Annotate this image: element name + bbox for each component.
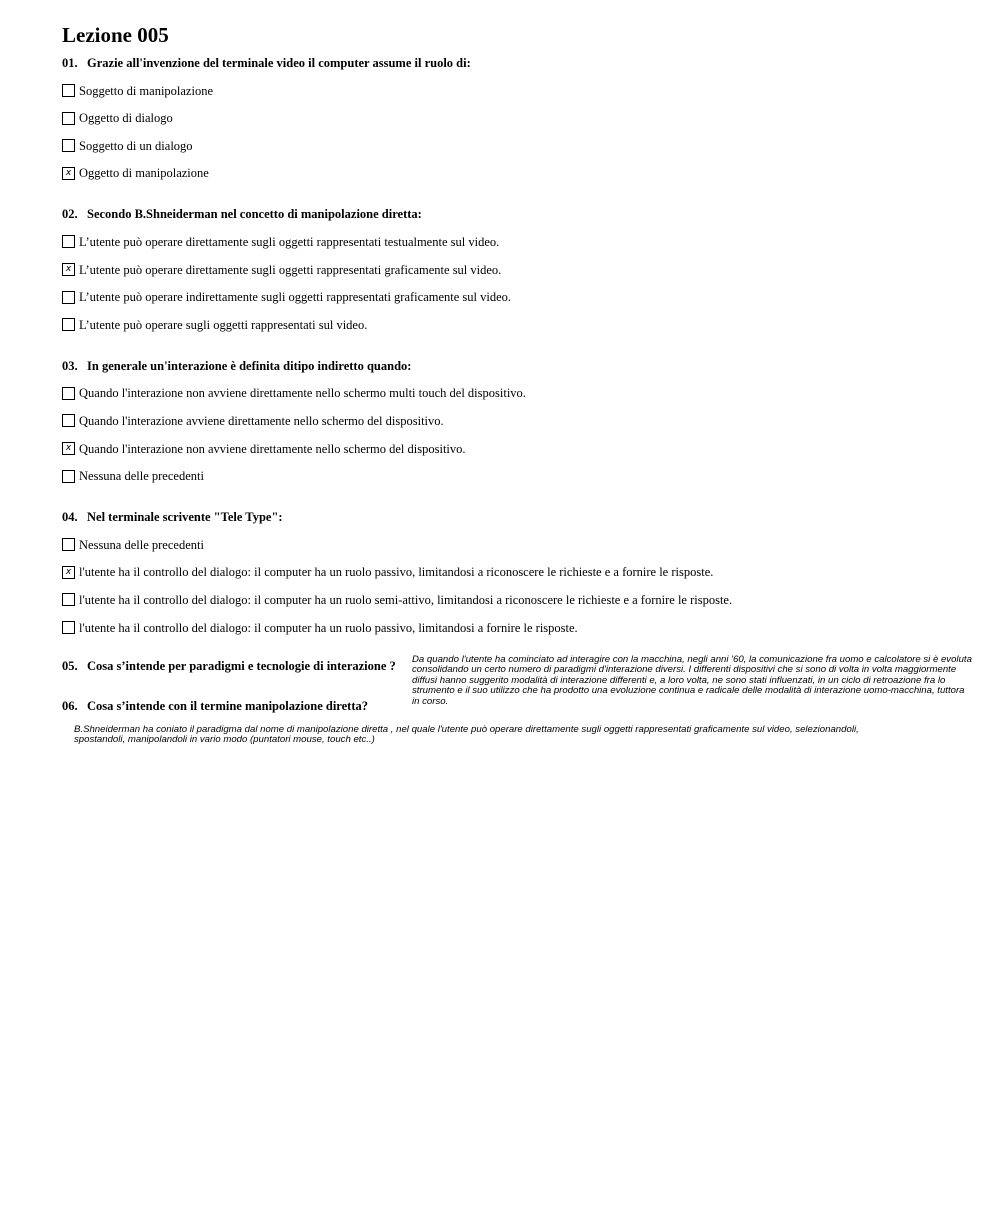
answer-option bbox=[62, 537, 972, 553]
option-label: l'utente ha il controllo del dialogo: il computer ha un ruolo passivo, limitandosi a fornire le risposte. bbox=[79, 620, 578, 635]
option-label: Soggetto di manipolazione bbox=[79, 83, 214, 98]
question-text: Cosa s’intende per paradigmi e tecnologie di interazione ? bbox=[87, 658, 396, 673]
answer-option bbox=[62, 564, 972, 580]
option-label: L’utente può operare direttamente sugli oggetti rappresentati graficamente sul video. bbox=[79, 262, 502, 277]
option-label: Quando l'interazione non avviene direttamente nello schermo multi touch del dispositivo. bbox=[79, 386, 526, 401]
option-label: l'utente ha il controllo del dialogo: il computer ha un ruolo passivo, limitandosi a riconoscere le richieste e a fornire le risposte. bbox=[79, 565, 714, 580]
option-label: l'utente ha il controllo del dialogo: il computer ha un ruolo semi-attivo, limitandosi a riconoscere le richieste e a fornire le risposte. bbox=[79, 592, 733, 607]
answer-checkbox[interactable] bbox=[62, 318, 75, 331]
answer-option bbox=[62, 468, 972, 484]
question-01 bbox=[62, 55, 972, 181]
question-06-title bbox=[62, 698, 368, 714]
question-number: 04. bbox=[62, 510, 78, 525]
answer-checkbox[interactable] bbox=[62, 593, 75, 606]
answer-checkbox[interactable]: x bbox=[62, 442, 75, 455]
answer-option bbox=[62, 413, 972, 429]
question-title bbox=[62, 509, 972, 525]
option-label: L’utente può operare sugli oggetti rappresentati sul video. bbox=[79, 317, 368, 332]
answer-checkbox[interactable]: x bbox=[62, 167, 75, 180]
question-number: 06. bbox=[62, 698, 78, 713]
document-page bbox=[62, 22, 972, 758]
question-03 bbox=[62, 358, 972, 484]
question-title bbox=[62, 55, 972, 71]
answer-checkbox[interactable] bbox=[62, 235, 75, 248]
answer-06-text: B.Shneiderman ha coniato il paradigma dal nome di manipolazione diretta , nel quale l'utente può operare direttamente sugli oggetti rappresentati graficamente sul video, selezionandoli, spostandoli, manipolandoli in vario modo (puntatori mouse, touch etc..) bbox=[74, 723, 859, 746]
lesson-title: Lezione 005 bbox=[62, 23, 169, 47]
answer-checkbox[interactable]: x bbox=[62, 263, 75, 276]
option-label: Quando l'interazione non avviene direttamente nello schermo del dispositivo. bbox=[79, 441, 466, 456]
answer-option bbox=[62, 385, 972, 401]
answer-option bbox=[62, 592, 972, 608]
answer-option bbox=[62, 441, 972, 457]
option-label: Quando l'interazione avviene direttamente nello schermo del dispositivo. bbox=[79, 413, 444, 428]
option-label: Nessuna delle precedenti bbox=[79, 469, 204, 484]
question-number: 01. bbox=[62, 56, 78, 70]
answer-option bbox=[62, 83, 972, 99]
answer-option bbox=[62, 165, 972, 181]
answer-checkbox[interactable] bbox=[62, 139, 75, 152]
answer-checkbox[interactable] bbox=[62, 470, 75, 483]
option-label: Nessuna delle precedenti bbox=[79, 537, 204, 552]
question-02 bbox=[62, 206, 972, 332]
answer-checkbox[interactable] bbox=[62, 387, 75, 400]
question-title bbox=[62, 206, 972, 222]
answer-checkbox[interactable] bbox=[62, 621, 75, 634]
open-questions bbox=[62, 653, 972, 758]
option-label: Oggetto di manipolazione bbox=[79, 166, 209, 181]
option-label: Oggetto di dialogo bbox=[79, 111, 173, 126]
answer-checkbox[interactable] bbox=[62, 112, 75, 125]
answer-option bbox=[62, 110, 972, 126]
question-text: Secondo B.Shneiderman nel concetto di manipolazione diretta: bbox=[87, 207, 422, 222]
question-text: Grazie all'invenzione del terminale video il computer assume il ruolo di: bbox=[87, 56, 471, 70]
answer-checkbox[interactable] bbox=[62, 414, 75, 427]
question-number: 02. bbox=[62, 207, 78, 222]
question-number: 03. bbox=[62, 358, 78, 373]
answer-checkbox[interactable] bbox=[62, 84, 75, 97]
answer-05-text: Da quando l'utente ha cominciato ad interagire con la macchina, negli anni '60, la comunicazione fra uomo e calcolatore si è evoluta consolidando un certo numero di paradigmi d'interazione diversi. I differenti dispositivi che si sono di volta in volta maggiormente diffusi hanno suggerito modalità di interazione differenti e, a loro volta, ne sono stati influenzati, in un ciclo di retroazione fra lo strumento e il suo utilizzo che ha prodotto una evoluzione continua e radicale delle modalità di interazione uomo-macchina, tuttora in corso. bbox=[412, 653, 972, 707]
question-text: Nel terminale scrivente "Tele Type": bbox=[87, 510, 283, 525]
answer-option bbox=[62, 620, 972, 636]
question-number: 05. bbox=[62, 658, 78, 673]
answer-option bbox=[62, 317, 972, 333]
question-05-title bbox=[62, 658, 396, 674]
option-label: L’utente può operare direttamente sugli oggetti rappresentati testualmente sul video. bbox=[79, 234, 500, 249]
option-label: Soggetto di un dialogo bbox=[79, 138, 193, 153]
answer-option bbox=[62, 289, 972, 305]
answer-option bbox=[62, 138, 972, 154]
question-text: In generale un'interazione è definita ditipo indiretto quando: bbox=[87, 358, 412, 373]
question-04 bbox=[62, 509, 972, 635]
option-label: L’utente può operare indirettamente sugli oggetti rappresentati graficamente sul video. bbox=[79, 290, 512, 305]
question-title bbox=[62, 358, 972, 374]
answer-checkbox[interactable] bbox=[62, 291, 75, 304]
answer-option bbox=[62, 262, 972, 278]
answer-checkbox[interactable]: x bbox=[62, 566, 75, 579]
answer-checkbox[interactable] bbox=[62, 538, 75, 551]
answer-option bbox=[62, 234, 972, 250]
question-text: Cosa s’intende con il termine manipolazione diretta? bbox=[87, 698, 368, 713]
